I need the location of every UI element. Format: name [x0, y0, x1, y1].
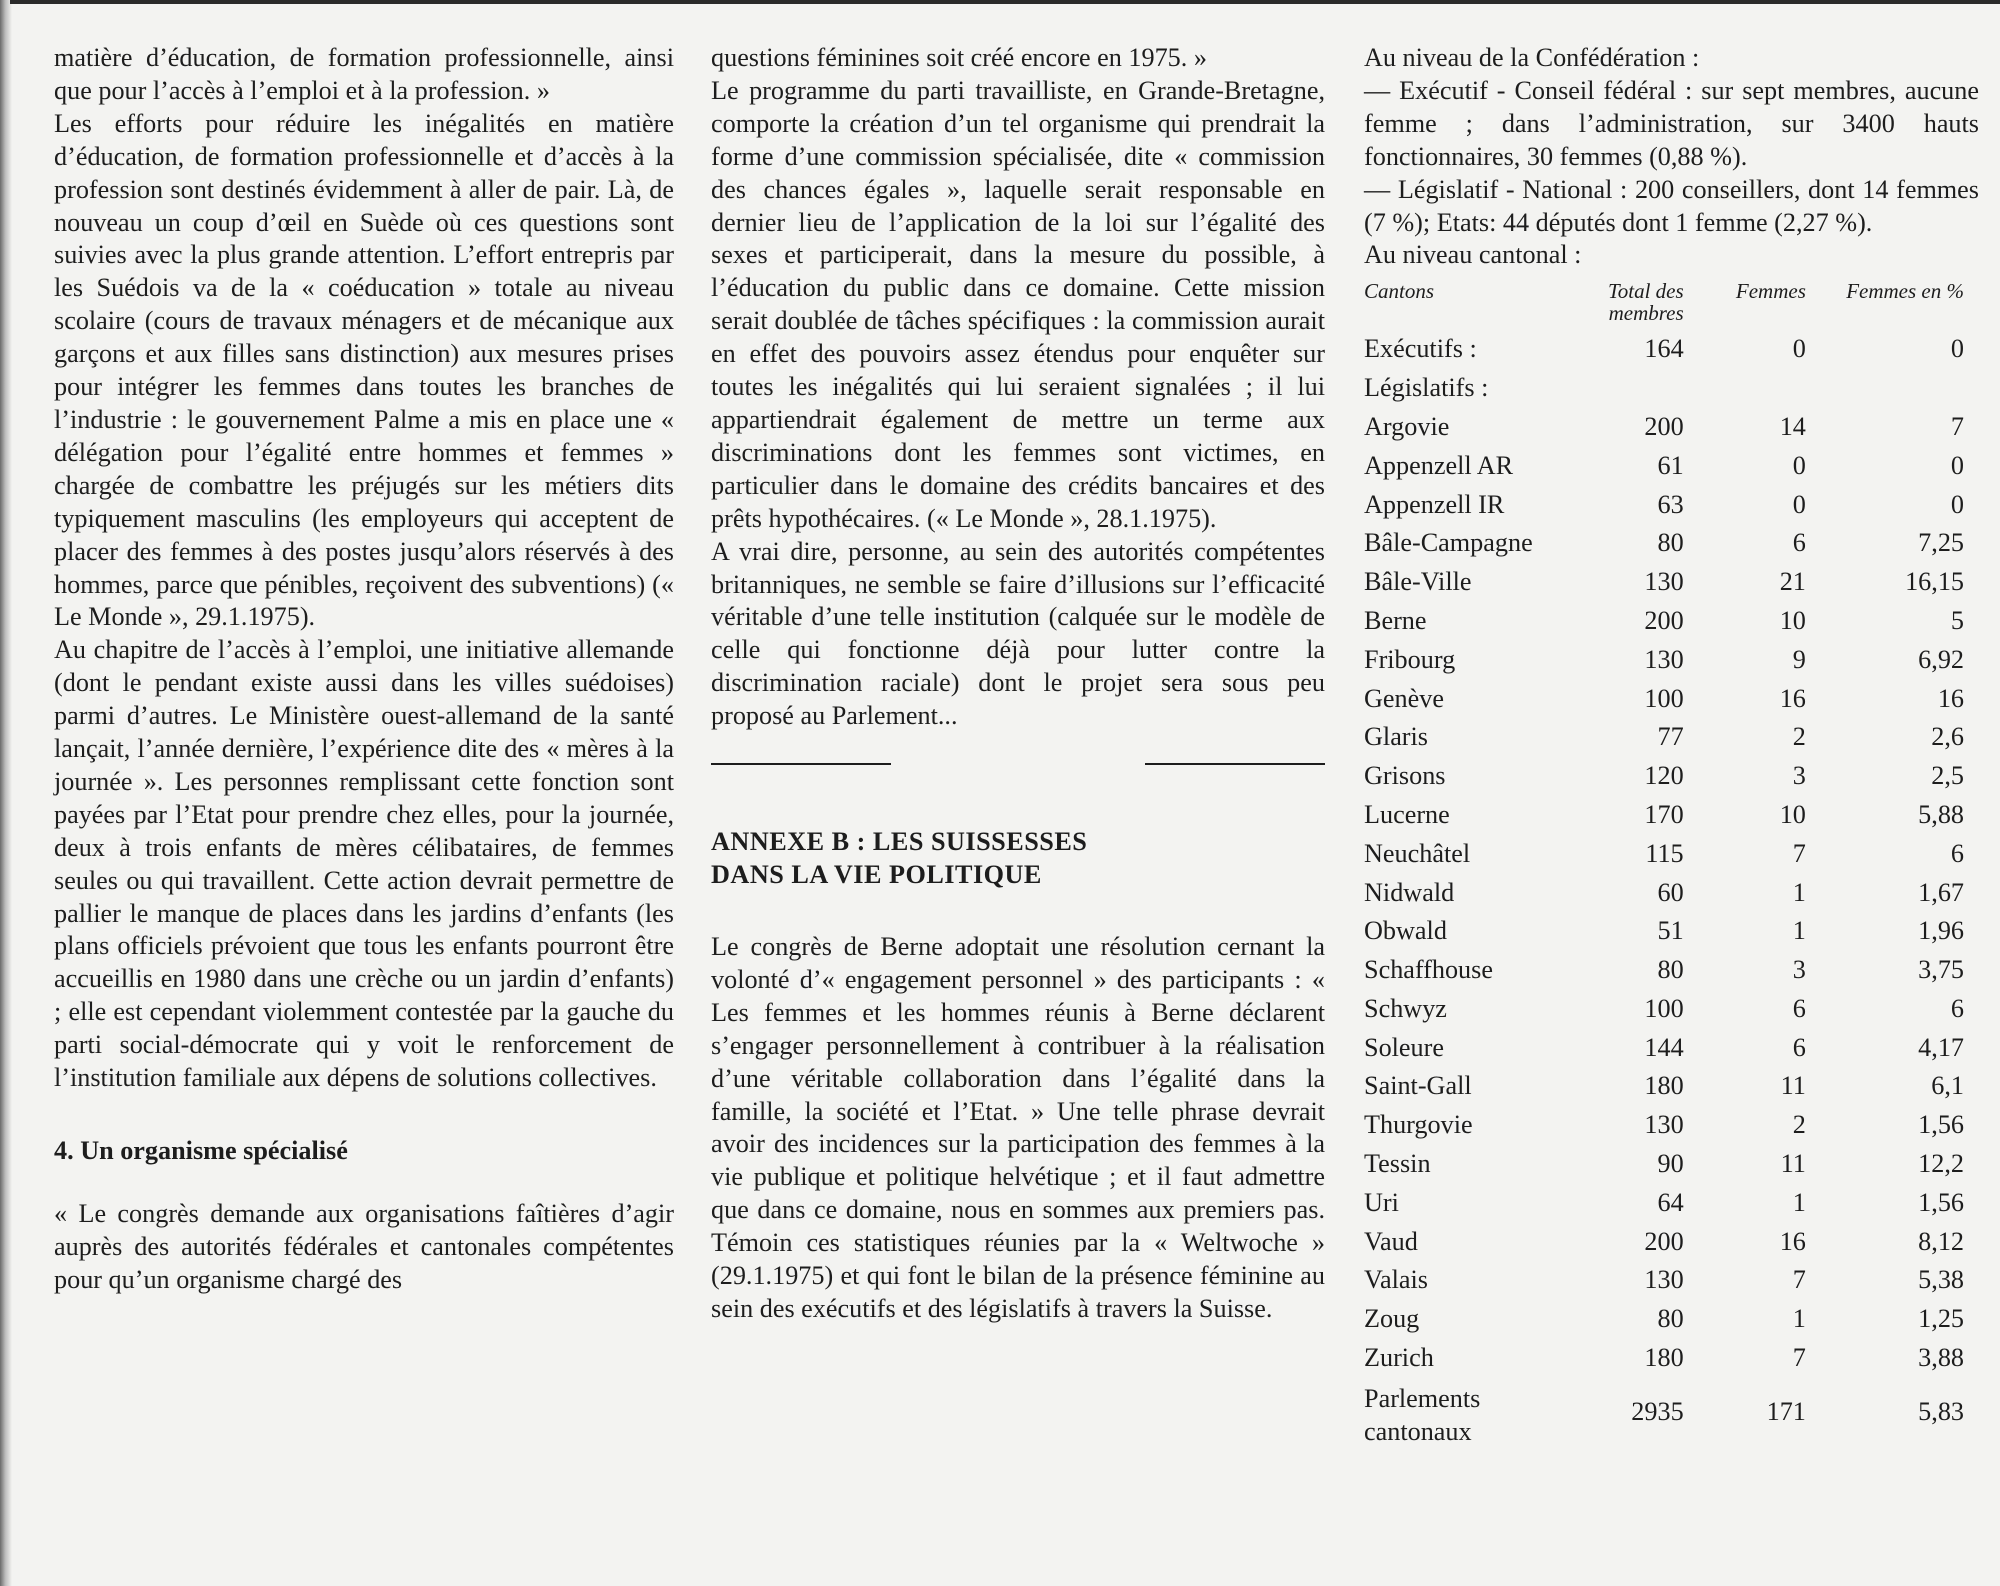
table-cell: 0: [1792, 334, 1806, 364]
table-cell: Zurich: [1364, 1343, 1434, 1373]
table-cell: 100: [1644, 683, 1684, 713]
table-cell: 4,17: [1918, 1032, 1964, 1062]
table-cell: 170: [1644, 799, 1684, 829]
table-cell: 0: [1792, 489, 1806, 519]
table-cell: 144: [1644, 1032, 1684, 1062]
table-cell: Schwyz: [1364, 993, 1447, 1023]
table-row: [1364, 757, 1976, 796]
cantonal-heading: Au niveau cantonal :: [1364, 240, 1582, 270]
section-heading: 4. Un organisme spécialisé: [54, 1136, 348, 1165]
table-row: [1364, 951, 1976, 990]
table-cell: 130: [1644, 644, 1684, 674]
table-row: [1364, 408, 1976, 447]
table-cell: 0: [1950, 489, 1964, 519]
table-row-total: [1364, 1378, 1976, 1448]
top-rule: [10, 0, 2000, 4]
table-cell: 80: [1657, 1304, 1684, 1334]
table-cell: 6,1: [1931, 1071, 1964, 1101]
table-cell: Bâle-Campagne: [1364, 528, 1533, 558]
table-cell: 6,92: [1918, 644, 1964, 674]
col-header-femmes: Femmes: [1735, 279, 1806, 304]
executive-line: — Exécutif - Conseil fédéral : sur sept membres, aucune femme ; dans l’administration, sur 3400 hauts fonctionnaires, 30 femmes (0,88 %).: [1364, 75, 1979, 171]
table-cell: 130: [1644, 567, 1684, 597]
table-cell: 200: [1644, 605, 1684, 635]
table-cell: 5,38: [1918, 1265, 1964, 1295]
table-row: [1364, 447, 1976, 486]
table-cell: 5,88: [1918, 799, 1964, 829]
table-cell: 1: [1792, 1304, 1806, 1334]
table-cell: Berne: [1364, 605, 1427, 635]
table-cell: Argovie: [1364, 411, 1450, 441]
table-cell: 80: [1657, 955, 1684, 985]
table-cell: 3,75: [1918, 955, 1964, 985]
col2-paragraph-4: Le congrès de Berne adoptait une résolution cernant la volonté d’« engagement personnel » des participants : « Les femmes et les hommes réunis à Berne déclarent s’engager personnellement à contribuer à la réalisation d’une véritable collaboration dans l’égalité dans la famille, la société et l’Etat. » Une telle phrase devrait avoir des incidences sur la participation des femmes à la vie publique et politique helvétique ; et il faut admettre que dans ce domaine, nous en sommes aux premiers pas. Témoin ces statistiques réunies par la « Weltwoche » (29.1.1975) et qui font le bilan de la présence féminine au sein des exécutifs et des législatifs à travers la Suisse.: [711, 932, 1325, 1323]
table-cell: Schaffhouse: [1364, 955, 1493, 985]
annex-title: [711, 825, 1325, 891]
page-edge: [0, 0, 12, 1586]
table-row: [1364, 1300, 1976, 1339]
table-cell: 6: [1792, 993, 1806, 1023]
table-cell: 10: [1779, 799, 1806, 829]
table-cell: 11: [1780, 1071, 1806, 1101]
table-cell: 1: [1792, 1187, 1806, 1217]
table-cell: 200: [1644, 411, 1684, 441]
table-cell: 7: [1792, 838, 1806, 868]
col2-paragraph-1: questions féminines soit créé encore en 1975. »: [711, 43, 1207, 72]
table-row: [1364, 602, 1976, 641]
table-cell: 0: [1950, 334, 1964, 364]
column-1: [54, 42, 674, 1297]
confederation-heading: Au niveau de la Confédération :: [1364, 43, 1700, 72]
table-cell: 21: [1779, 567, 1806, 597]
table-cell: 64: [1657, 1187, 1684, 1217]
table-cell: 1,96: [1918, 916, 1964, 946]
table-cell: Neuchâtel: [1364, 838, 1471, 868]
col1-paragraph-3: Au chapitre de l’accès à l’emploi, une initiative allemande (dont le pendant existe aussi dans les villes suédoises) parmi d’autres. Le Ministère ouest-allemand de la santé lançait, l’année dernière, l’expérience dite des « mères à la journée ». Les personnes remplissant cette fonction sont payées par l’Etat pour prendre chez elles, pour la journée, deux à trois enfants de mères célibataires, de femmes seules ou qui travaillent. Cette action devrait permettre de pallier le manque de places dans les jardins d’enfants (les plans officiels prévoient que tous les enfants pourront être accueillis en 1980 dans une crèche ou un jardin d’enfants) ; elle est cependant violemment contestée par la gauche du parti social-démocrate qui y voit le renforcement de l’institution familiale aux dépens de solutions collectives.: [54, 635, 674, 1093]
table-cell: Uri: [1364, 1187, 1399, 1217]
table-cell: 63: [1657, 489, 1684, 519]
table-cell: Thurgovie: [1364, 1110, 1473, 1140]
table-cell: 77: [1657, 722, 1684, 752]
table-cell: 164: [1644, 334, 1684, 364]
table-cell: 1,56: [1918, 1187, 1964, 1217]
table-cell: Exécutifs :: [1364, 334, 1477, 364]
table-cell: 2: [1792, 1110, 1806, 1140]
col1-paragraph-2: Les efforts pour réduire les inégalités en matière d’éducation, de formation professionnelle et d’accès à la profession sont destinés évidemment à aller de pair. Là, de nouveau un coup d’œil en Suède où ces questions sont suivies avec la plus grande attention. L’effort entrepris par les Suédois va de la « coéducation » totale au niveau scolaire (cours de travaux ménagers et de mécanique aux garçons et aux filles sans distinction) aux mesures prises pour intégrer les femmes dans toutes les branches de l’industrie : le gouvernement Palme a mis en place une « délégation pour l’égalité entre hommes et femmes » chargée de combattre les préjugés sur les métiers dits typiquement masculins (les employeurs qui acceptent de placer des femmes à des postes jusqu’alors réservés à des hommes, parce que pénibles, reçoivent des subventions) (« Le Monde », 29.1.1975).: [54, 108, 674, 632]
legislative-line: — Législatif - National : 200 conseillers, dont 14 femmes (7 %); Etats: 44 députés dont 1 femme (2,27 %).: [1364, 174, 1979, 237]
table-cell: Appenzell IR: [1364, 489, 1505, 519]
table-cell: 7,25: [1918, 528, 1964, 558]
col1-paragraph-1: matière d’éducation, de formation professionnelle, ainsi que pour l’accès à l’emploi et à la profession. »: [54, 43, 674, 105]
table-cell: 1: [1792, 877, 1806, 907]
table-cell: Valais: [1364, 1265, 1428, 1295]
table-cell: 1,56: [1918, 1110, 1964, 1140]
table-row: [1364, 718, 1976, 757]
table-cell: 180: [1644, 1343, 1684, 1373]
table-row: [1364, 1145, 1976, 1184]
table-cell: 90: [1657, 1149, 1684, 1179]
table-cell: 16: [1779, 683, 1806, 713]
table-row-executifs: [1364, 330, 1976, 369]
table-cell: Parlements cantonaux: [1364, 1383, 1481, 1446]
column-3: [1364, 42, 1979, 1448]
table-row: [1364, 1067, 1976, 1106]
table-cell: 16,15: [1905, 567, 1964, 597]
annex-title-line-1: ANNEXE B : LES SUISSESSES: [711, 827, 1088, 857]
table-cell: Genève: [1364, 683, 1444, 713]
table-cell: 0: [1792, 450, 1806, 480]
table-cell: 1,25: [1918, 1304, 1964, 1334]
annex-title-line-2: DANS LA VIE POLITIQUE: [711, 860, 1042, 890]
table-cell: 2,5: [1931, 761, 1964, 791]
table-cell: 1: [1792, 916, 1806, 946]
table-cell: Appenzell AR: [1364, 450, 1514, 480]
table-cell: 120: [1644, 761, 1684, 791]
table-cell: 2: [1792, 722, 1806, 752]
table-cell: Tessin: [1364, 1149, 1431, 1179]
col-header-total: Total des membres: [1607, 279, 1684, 326]
table-row-legislatifs-label: [1364, 369, 1976, 408]
table-cell: 61: [1657, 450, 1684, 480]
table-cell: 6: [1950, 838, 1964, 868]
column-2: [711, 42, 1325, 1326]
table-cell: 9: [1792, 644, 1806, 674]
table-cell: 171: [1766, 1397, 1806, 1427]
table-cell: 11: [1780, 1149, 1806, 1179]
table-cell: 130: [1644, 1265, 1684, 1295]
table-cell: Législatifs :: [1364, 373, 1489, 403]
table-row: [1364, 1029, 1976, 1068]
table-cell: 7: [1792, 1265, 1806, 1295]
col2-paragraph-2: Le programme du parti travailliste, en Grande-Bretagne, comporte la création d’un tel organisme qui prendrait la forme d’une commission spécialisée, dite « commission des chances égales », laquelle serait responsable en dernier lieu de l’application de la loi sur l’égalité des sexes et participerait, dans la mesure du possible, à l’éducation du public dans ce domaine. Cette mission serait doublée de tâches spécifiques : la commission aurait en effet des pouvoirs assez étendus pour enquêter sur toutes les inégalités qui lui seraient signalées ; il lui appartiendrait également de mettre un terme aux discriminations dont les femmes sont victimes, en particulier dans le domaine des crédits bancaires et des prêts hypothécaires. (« Le Monde », 28.1.1975).: [711, 75, 1325, 533]
table-row: [1364, 874, 1976, 913]
table-cell: 6: [1950, 993, 1964, 1023]
table-cell: Soleure: [1364, 1032, 1444, 1062]
table-cell: 60: [1657, 877, 1684, 907]
table-cell: 6: [1792, 1032, 1806, 1062]
table-cell: 80: [1657, 528, 1684, 558]
table-cell: 12,2: [1918, 1149, 1964, 1179]
table-row: [1364, 1223, 1976, 1262]
table-row: [1364, 486, 1976, 525]
table-cell: 7: [1950, 411, 1964, 441]
table-cell: 1,67: [1918, 877, 1964, 907]
table-cell: Saint-Gall: [1364, 1071, 1472, 1101]
col-header-percent: Femmes en %: [1846, 279, 1964, 304]
table-row: [1364, 680, 1976, 719]
table-cell: Fribourg: [1364, 644, 1456, 674]
table-cell: 7: [1792, 1343, 1806, 1373]
col2-paragraph-3: A vrai dire, personne, au sein des autorités compétentes britanniques, ne semble se faire d’illusions sur l’efficacité véritable d’une telle institution (calquée sur le modèle de celle qui fonctionne déjà pour lutter contre la discrimination raciale) dont le projet sera sous peu proposé au Parlement...: [711, 536, 1325, 731]
table-row: [1364, 835, 1976, 874]
table-cell: 3,88: [1918, 1343, 1964, 1373]
table-cell: 51: [1657, 916, 1684, 946]
table-row: [1364, 990, 1976, 1029]
table-row: [1364, 563, 1976, 602]
table-cell: Vaud: [1364, 1226, 1418, 1256]
table-cell: 0: [1950, 450, 1964, 480]
table-cell: 3: [1792, 955, 1806, 985]
table-cell: 130: [1644, 1110, 1684, 1140]
col1-paragraph-4: « Le congrès demande aux organisations faîtières d’agir auprès des autorités fédérales et cantonales compétentes pour qu’un organisme chargé des: [54, 1198, 674, 1294]
table-cell: 2935: [1631, 1397, 1684, 1427]
table-cell: 10: [1779, 605, 1806, 635]
table-cell: Lucerne: [1364, 799, 1450, 829]
table-row: [1364, 796, 1976, 835]
table-cell: 6: [1792, 528, 1806, 558]
table-cell: 115: [1645, 838, 1684, 868]
table-cell: Bâle-Ville: [1364, 567, 1472, 597]
table-cell: Grisons: [1364, 761, 1446, 791]
table-cell: 3: [1792, 761, 1806, 791]
table-cell: 5: [1950, 605, 1964, 635]
table-cell: 200: [1644, 1226, 1684, 1256]
table-row: [1364, 641, 1976, 680]
col-header-cantons: Cantons: [1364, 279, 1435, 304]
table-cell: Zoug: [1364, 1304, 1420, 1334]
table-row: [1364, 524, 1976, 563]
table-cell: 180: [1644, 1071, 1684, 1101]
table-row: [1364, 1261, 1976, 1300]
table-cell: Glaris: [1364, 722, 1428, 752]
table-cell: 100: [1644, 993, 1684, 1023]
table-row: [1364, 1339, 1976, 1378]
table-cell: 16: [1937, 683, 1964, 713]
section-separator: [711, 763, 1325, 765]
table-row: [1364, 1184, 1976, 1223]
table-cell: 5,83: [1918, 1397, 1964, 1427]
table-cell: 8,12: [1918, 1226, 1964, 1256]
table-cell: Obwald: [1364, 916, 1447, 946]
table-cell: Nidwald: [1364, 877, 1455, 907]
table-header-row: [1364, 280, 1976, 330]
cantonal-stats-table: [1364, 280, 1976, 1448]
table-row: [1364, 1106, 1976, 1145]
table-row: [1364, 912, 1976, 951]
table-cell: 16: [1779, 1226, 1806, 1256]
table-cell: 2,6: [1931, 722, 1964, 752]
table-cell: 14: [1779, 411, 1806, 441]
